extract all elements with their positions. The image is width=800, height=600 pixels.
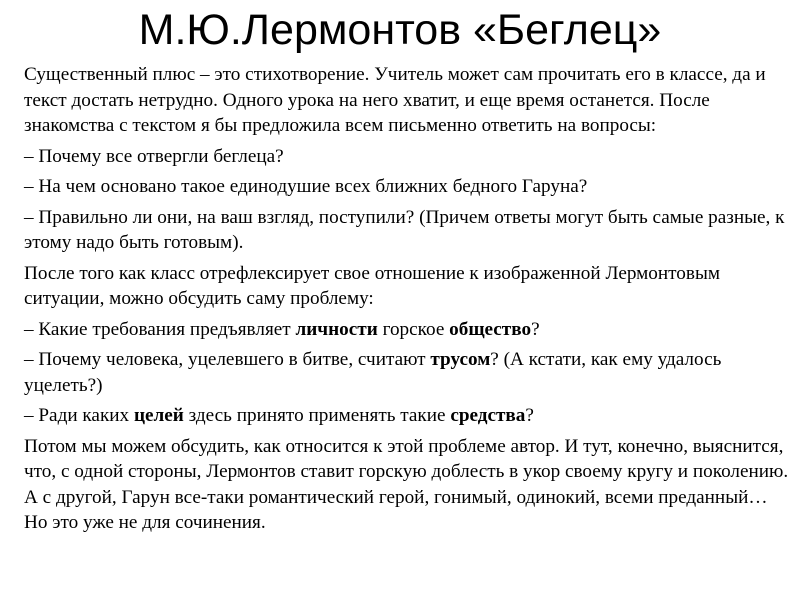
bold-term: средства (450, 405, 526, 426)
paragraph (24, 205, 794, 256)
paragraph (24, 347, 794, 398)
text-run: ? (А кстати, как ему удалось уцелеть?) (24, 349, 722, 396)
paragraph (24, 174, 794, 200)
bold-term: личности (295, 318, 378, 340)
paragraph (24, 317, 794, 343)
text-run: Существенный плюс – это стихотворение. Учитель может сам прочитать его в классе, да и текст достать нетрудно. Одного урока на него хватит, и еще время останется. После знакомства с текстом я бы предложила всем письменно ответить на вопросы: (24, 64, 766, 136)
text-run: – Почему все отвергли беглеца? (24, 145, 284, 167)
bold-term: трусом (430, 349, 491, 370)
text-run: Потом мы можем обсудить, как относится к этой проблеме автор. И тут, конечно, выяснится, что, с одной стороны, Лермонтов ставит горскую доблесть в укор своему кругу и поколению. А с другой, Гарун все-таки романтический герой, гонимый, одинокий, всеми преданный… Но это уже не для сочинения. (24, 435, 789, 533)
bold-term: общество (449, 318, 532, 340)
text-run: ? (531, 318, 540, 340)
text-run: – Почему человека, уцелевшего в битве, считают (24, 349, 431, 370)
text-run: – На чем основано такое единодушие всех ближних бедного Гаруна? (24, 176, 588, 197)
text-run: – Ради каких (24, 405, 134, 426)
bold-term: целей (133, 405, 184, 426)
paragraph (24, 403, 794, 429)
slide-title: М.Ю.Лермонтов «Беглец» (138, 6, 662, 54)
text-run: здесь принято применять такие (183, 405, 451, 426)
paragraph (24, 261, 794, 312)
text-run: – Какие требования предъявляет (24, 318, 296, 340)
paragraph (24, 434, 794, 536)
text-run: – Правильно ли они, на ваш взгляд, поступили? (Причем ответы могут быть самые разные, к этому надо быть готовым). (24, 206, 785, 253)
text-run: ? (525, 405, 534, 426)
paragraph (24, 62, 794, 139)
text-run: После того как класс отрефлексирует свое отношение к изображенной Лермонтовым ситуации, можно обсудить саму проблему: (24, 262, 720, 309)
slide-body (24, 62, 794, 541)
text-run: горское (377, 318, 450, 340)
paragraph (24, 144, 794, 170)
